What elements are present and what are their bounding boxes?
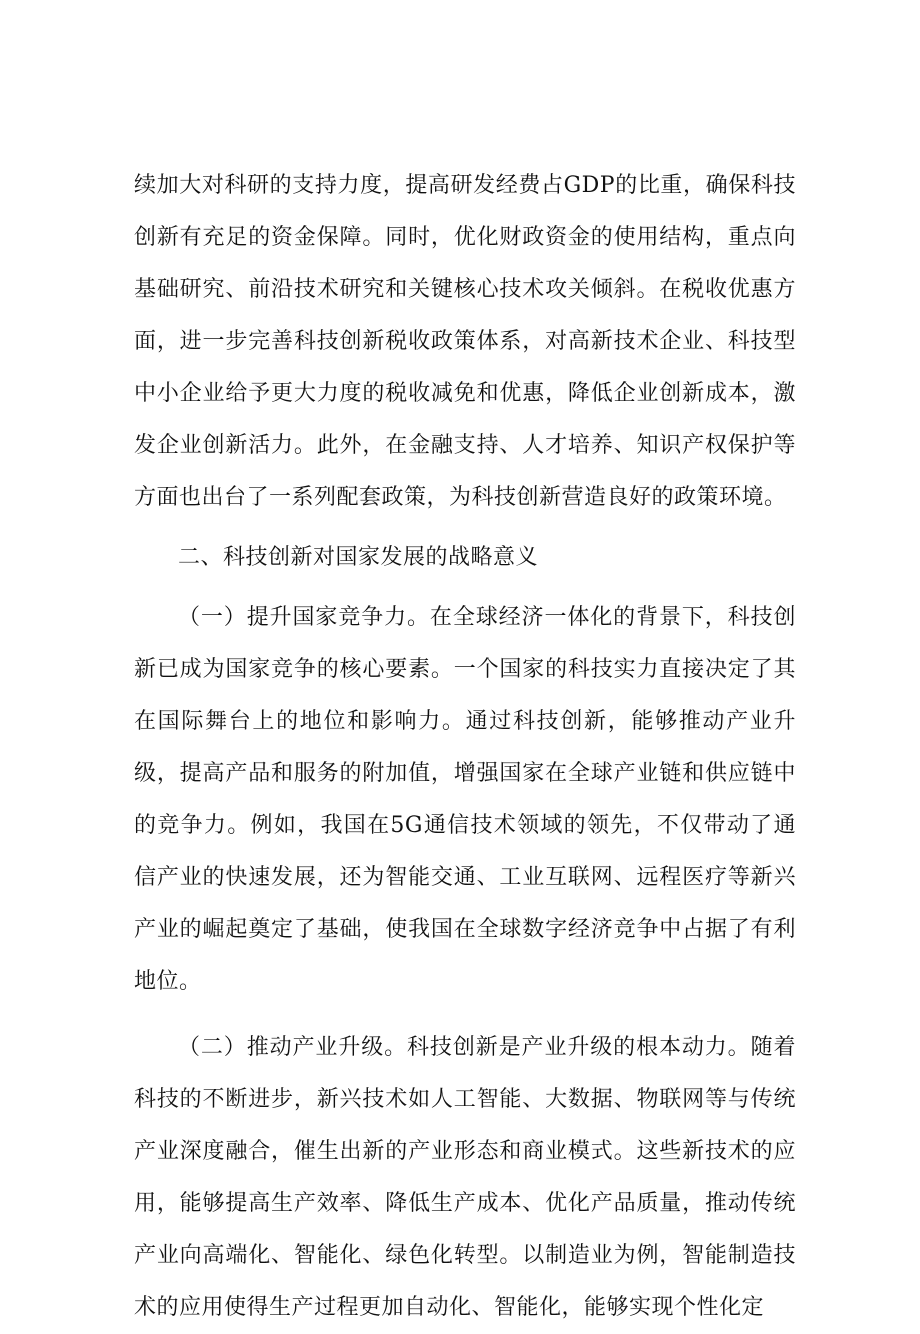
paragraph-industrial-upgrade: （二）推动产业升级。科技创新是产业升级的根本动力。随着科技的不断进步，新兴技术如人工智能、大数据、物联网等与传统产业深度融合，催生出新的产业形态和商业模式。这些新技术的应用，能够提高生产效率、降低生产成本、优化产品质量，推动传统产业向高端化、智能化、绿色化转型。以制造业为例，智能制造技术的应用使得生产过程更加自动化、智能化，能够实现个性化定: [134, 1035, 796, 1320]
section-heading: 二、科技创新对国家发展的战略意义: [178, 545, 539, 570]
document-body: [134, 160, 796, 1334]
paragraph-continuation: 续加大对科研的支持力度，提高研发经费占GDP的比重，确保科技创新有充足的资金保障。同时，优化财政资金的使用结构，重点向基础研究、前沿技术研究和关键核心技术攻关倾斜。在税收优惠方面，进一步完善科技创新税收政策体系，对高新技术企业、科技型中小企业给予更大力度的税收减免和优惠，降低企业创新成本，激发企业创新活力。此外，在金融支持、人才培养、知识产权保护等方面也出台了一系列配套政策，为科技创新营造良好的政策环境。: [134, 173, 796, 510]
paragraph-competitiveness: （一）提升国家竞争力。在全球经济一体化的背景下，科技创新已成为国家竞争的核心要素。一个国家的科技实力直接决定了其在国际舞台上的地位和影响力。通过科技创新，能够推动产业升级，提高产品和服务的附加值，增强国家在全球产业链和供应链中的竞争力。例如，我国在5G通信技术领域的领先，不仅带动了通信产业的快速发展，还为智能交通、工业互联网、远程医疗等新兴产业的崛起奠定了基础，使我国在全球数字经济竞争中占据了有利地位。: [134, 605, 796, 994]
